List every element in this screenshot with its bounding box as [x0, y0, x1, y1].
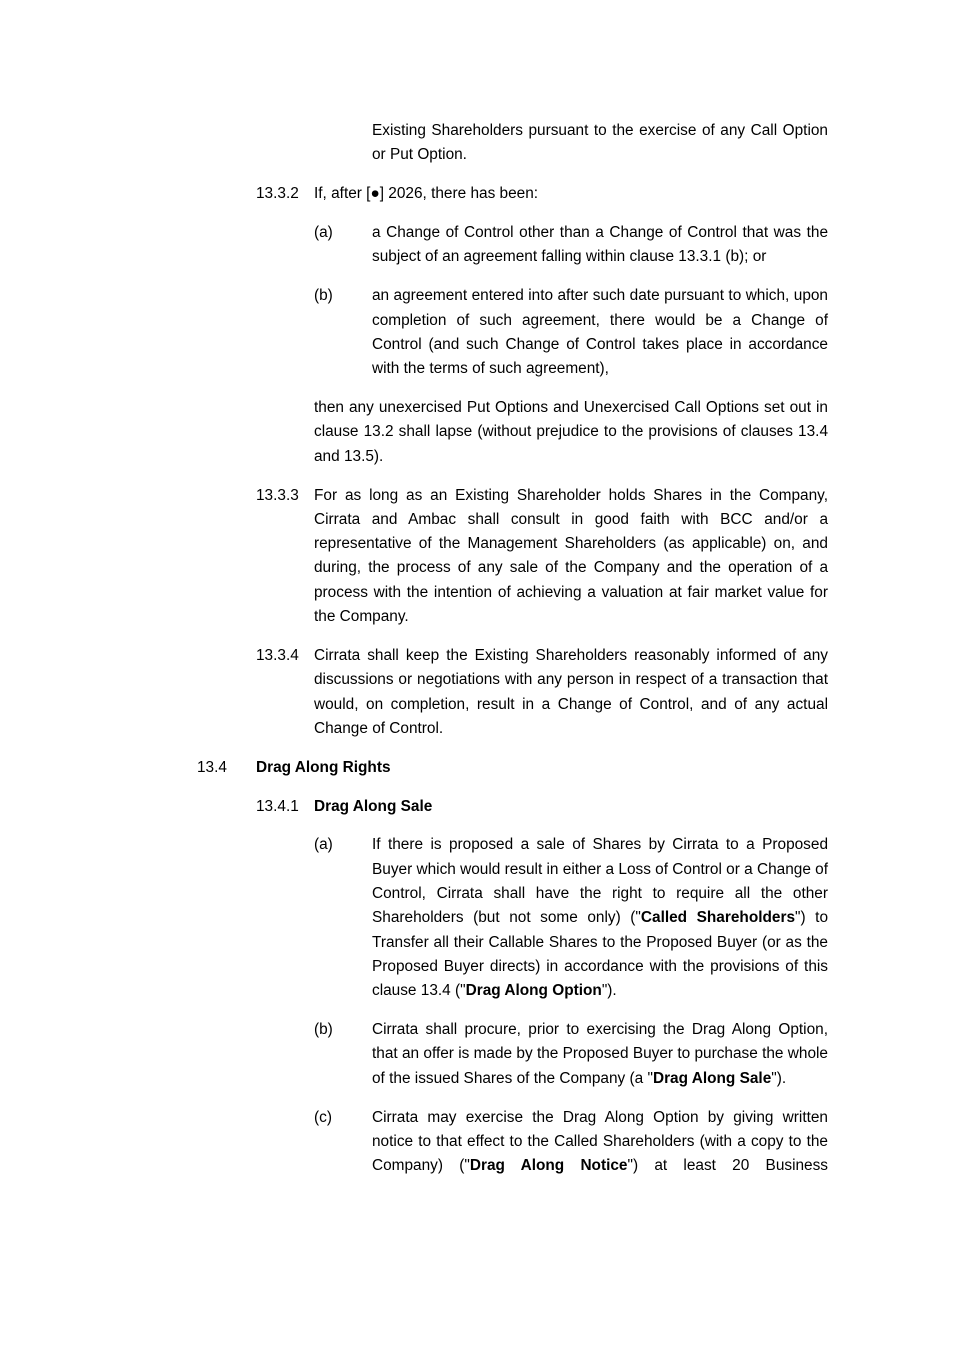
- clause-number: (b): [314, 287, 333, 305]
- clause-text: [314, 644, 828, 741]
- defined-term: Drag Along Notice: [469, 1157, 628, 1175]
- clause-block: [256, 644, 828, 741]
- clause-block: [314, 221, 828, 270]
- clause-text: [314, 182, 828, 206]
- clause-number: (b): [314, 1021, 333, 1039]
- paragraph-block: [372, 119, 828, 168]
- heading-text: [314, 795, 828, 819]
- clause-text: [372, 833, 828, 1003]
- clause-number: 13.4: [197, 758, 227, 776]
- defined-term: Drag Along Rights: [256, 758, 391, 776]
- text-segment: Cirrata shall procure, prior to exercising the Drag Along Option, that an offer is made by the Proposed Buyer to purchase the whole of the issued Shares of the Company (a ": [372, 1021, 828, 1087]
- defined-term: Drag Along Option: [465, 982, 602, 1000]
- defined-term: Drag Along Sale: [652, 1069, 772, 1087]
- clause-text: [372, 119, 828, 168]
- clause-block: [314, 1106, 828, 1179]
- clause-number: 13.3.2: [256, 185, 299, 203]
- text-segment: If, after [●] 2026, there has been:: [314, 185, 539, 203]
- text-segment: For as long as an Existing Shareholder holds Shares in the Company, Cirrata and Ambac shall consult in good faith with BCC and/or a representative of the Management Shareholders (as applicable) on, and during, the process of any sale of the Company and the operation of a process with the intention of achieving a valuation at fair market value for the Company.: [314, 486, 828, 626]
- clause-block: [314, 1018, 828, 1091]
- defined-term: Called Shareholders: [640, 909, 796, 927]
- text-segment: Cirrata shall keep the Existing Shareholders reasonably informed of any discussions or negotiations with any person in respect of a transaction that would, on completion, result in a Change of Control, and of any actual Change of Control.: [314, 646, 828, 737]
- clause-number: 13.3.3: [256, 486, 299, 504]
- text-segment: ") to Transfer all their Callable Shares to the Proposed Buyer (or as the Proposed Buyer directs) in accordance with the provisions of this clause 13.4 (": [372, 909, 829, 1000]
- text-segment: Existing Shareholders pursuant to the exercise of any Call Option or Put Option.: [372, 122, 828, 164]
- text-segment: an agreement entered into after such date pursuant to which, upon completion of such agreement, there would be a Change of Control (and such Change of Control takes place in accordance with the terms of such agreement),: [372, 287, 828, 378]
- defined-term: Drag Along Sale: [314, 797, 433, 815]
- clause-text: [314, 484, 828, 630]
- clause-text: [372, 284, 828, 381]
- clause-block: [256, 182, 828, 206]
- clause-text: [372, 1106, 828, 1179]
- text-segment: ").: [771, 1069, 787, 1087]
- text-segment: a Change of Control other than a Change of Control that was the subject of an agreement falling within clause 13.3.1 (b); or: [372, 224, 828, 266]
- clause-number: (c): [314, 1108, 332, 1126]
- paragraph-block: [314, 396, 828, 469]
- clause-number: 13.3.4: [256, 646, 299, 664]
- clause-text: [372, 221, 828, 270]
- text-segment: ") at least 20 Business: [627, 1157, 829, 1175]
- text-segment: If there is proposed a sale of Shares by Cirrata to a Proposed Buyer which would result in either a Loss of Control or a Change of Control, Cirrata shall have the right to require all the other Shareholders (but not some only) (": [372, 836, 828, 927]
- clause-text: [372, 1018, 828, 1091]
- clause-block: [256, 484, 828, 630]
- heading-block: [197, 756, 828, 780]
- text-segment: ").: [601, 982, 617, 1000]
- heading-block: [256, 795, 828, 819]
- clause-block: [314, 284, 828, 381]
- text-segment: Cirrata may exercise the Drag Along Option by giving written notice to that effect to the Called Shareholders (with a copy to the Company) (": [372, 1108, 828, 1175]
- clause-block: [314, 833, 828, 1003]
- clause-number: (a): [314, 836, 333, 854]
- text-segment: then any unexercised Put Options and Unexercised Call Options set out in clause 13.2 shall lapse (without prejudice to the provisions of clauses 13.4 and 13.5).: [314, 399, 828, 465]
- heading-text: [256, 756, 828, 780]
- clause-text: [314, 396, 828, 469]
- clause-number: (a): [314, 224, 333, 242]
- document-content: [197, 119, 828, 1179]
- clause-number: 13.4.1: [256, 797, 299, 815]
